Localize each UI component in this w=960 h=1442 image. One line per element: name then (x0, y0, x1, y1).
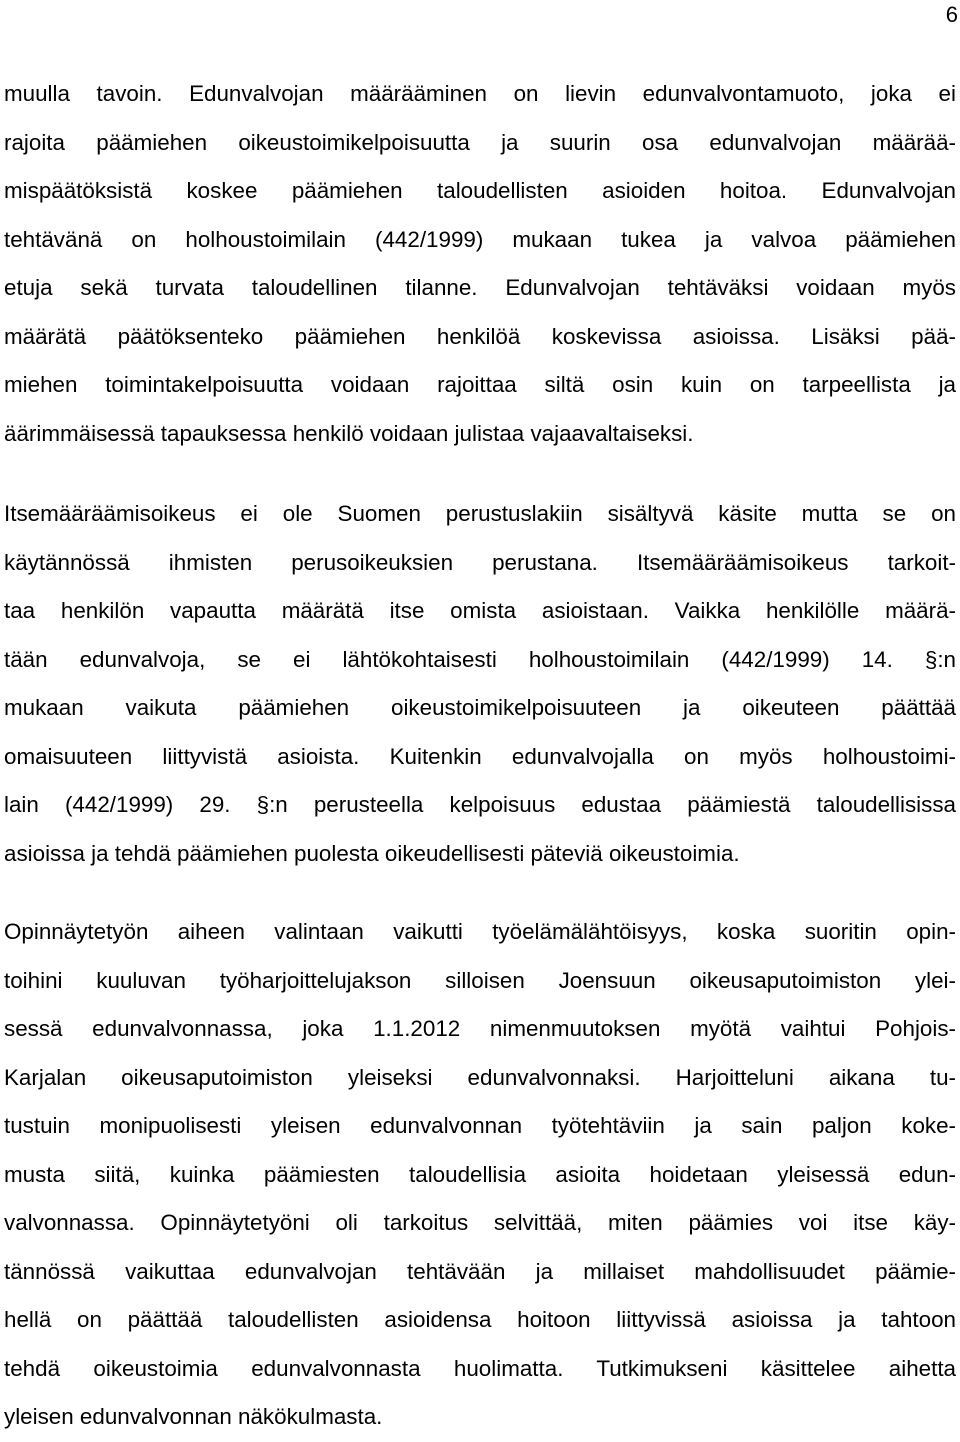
text-line: tännössä vaikuttaa edunvalvojan tehtävään ja millaiset mahdollisuudet päämie- (4, 1258, 956, 1284)
text-line: lain (442/1999) 29. §:n perusteella kelpoisuus edustaa päämiestä taloudellisissa (4, 792, 956, 817)
paragraph-1 (4, 70, 956, 458)
text-line: Opinnäytetyön aiheen valintaan vaikutti työelämälähtöisyys, koska suoritin opin- (4, 919, 956, 944)
text-line: valvonnassa. Opinnäytetyöni oli tarkoitus selvittää, miten päämies voi itse käy- (4, 1210, 956, 1235)
text-line: tustuin monipuolisesti yleisen edunvalvonnan työtehtäviin ja sain paljon koke- (4, 1113, 956, 1138)
text-line: yleisen edunvalvonnan näkökulmasta. (4, 1404, 383, 1429)
text-line: tehtävänä on holhoustoimilain (442/1999) mukaan tukea ja valvoa päämiehen (4, 226, 956, 252)
page-number: 6 (945, 2, 958, 27)
text-line: miehen toimintakelpoisuutta voidaan rajoittaa siltä osin kuin on tarpeellista ja (4, 372, 956, 397)
text-line: mispäätöksistä koskee päämiehen taloudellisten asioiden hoitoa. Edunvalvojan (4, 178, 956, 203)
text-line: sessä edunvalvonnassa, joka 1.1.2012 nimenmuutoksen myötä vaihtui Pohjois- (4, 1016, 956, 1041)
text-line: taa henkilön vapautta määrätä itse omista asioistaan. Vaikka henkilölle määrä- (4, 598, 956, 623)
text-line: rajoita päämiehen oikeustoimikelpoisuutta ja suurin osa edunvalvojan määrää- (4, 129, 956, 155)
text-line: äärimmäisessä tapauksessa henkilö voidaan julistaa vajaavaltaiseksi. (4, 420, 694, 446)
text-line: Itsemääräämisoikeus ei ole Suomen perustuslakiin sisältyvä käsite mutta se on (4, 501, 956, 526)
text-line: Karjalan oikeusaputoimiston yleiseksi edunvalvonnaksi. Harjoitteluni aikana tu- (4, 1064, 956, 1090)
text-line: omaisuuteen liittyvistä asioista. Kuitenkin edunvalvojalla on myös holhoustoimi- (4, 743, 956, 769)
text-line: musta siitä, kuinka päämiesten taloudellisia asioita hoidetaan yleisessä edun- (4, 1161, 956, 1187)
text-line: tehdä oikeustoimia edunvalvonnasta huolimatta. Tutkimukseni käsittelee aihetta (4, 1355, 956, 1381)
text-line: muulla tavoin. Edunvalvojan määrääminen on lievin edunvalvontamuoto, joka ei (4, 81, 956, 106)
text-line: toihini kuuluvan työharjoittelujakson silloisen Joensuun oikeusaputoimiston ylei- (4, 967, 956, 993)
text-line: määrätä päätöksenteko päämiehen henkilöä koskevissa asioissa. Lisäksi pää- (4, 323, 956, 349)
paragraph-2 (4, 490, 956, 878)
text-line: asioissa ja tehdä päämiehen puolesta oikeudellisesti päteviä oikeustoimia. (4, 840, 740, 866)
text-line: hellä on päättää taloudellisten asioidensa hoitoon liittyvissä asioissa ja tahtoon (4, 1307, 956, 1332)
text-line: tään edunvalvoja, se ei lähtökohtaisesti holhoustoimilain (442/1999) 14. §:n (4, 646, 956, 672)
text-line: käytännössä ihmisten perusoikeuksien perustana. Itsemääräämisoikeus tarkoit- (4, 549, 956, 575)
text-line: mukaan vaikuta päämiehen oikeustoimikelpoisuuteen ja oikeuteen päättää (4, 695, 956, 720)
paragraph-3 (4, 908, 956, 1442)
text-line: etuja sekä turvata taloudellinen tilanne. Edunvalvojan tehtäväksi voidaan myös (4, 275, 956, 300)
